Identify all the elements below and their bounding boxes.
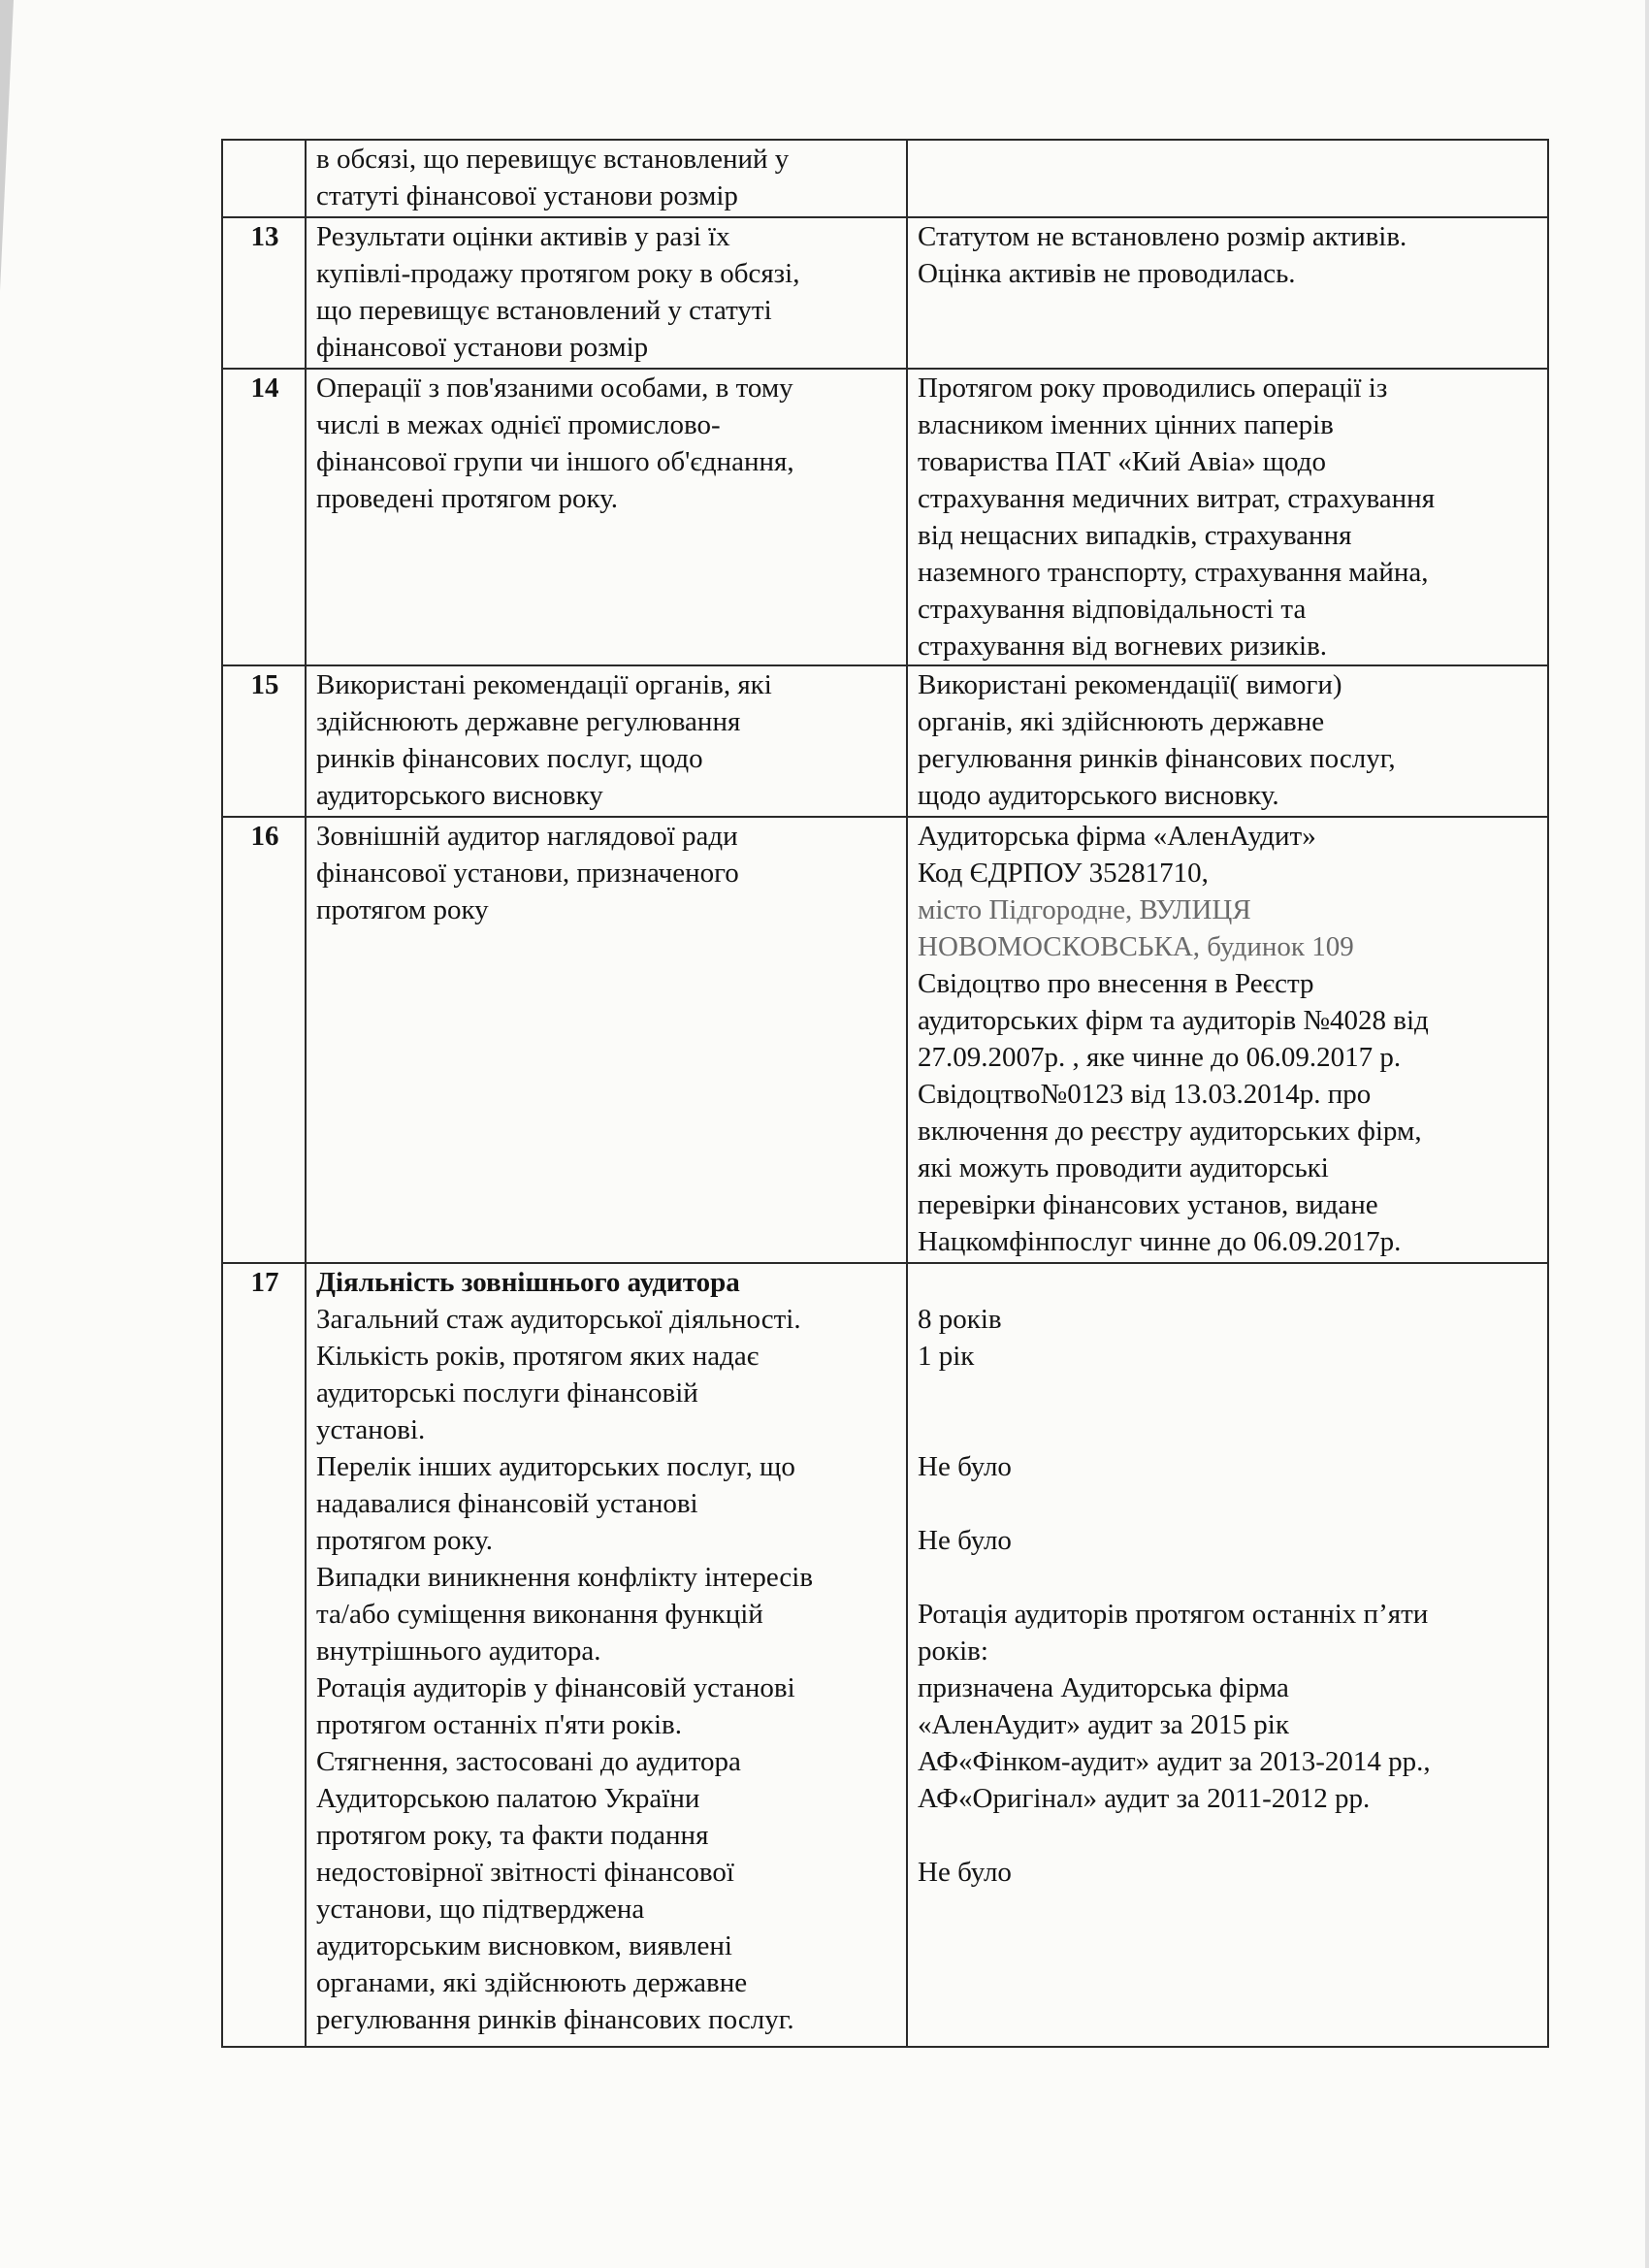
question-line: в обсязі, що перевищує встановлений у [316, 144, 790, 175]
answer-line: аудиторських фірм та аудиторів №4028 від [918, 1005, 1429, 1036]
answer-line: Не було [918, 1857, 1012, 1888]
answer-line: Оцінка активів не проводилась. [918, 258, 1296, 289]
question-line: Ротація аудиторів у фінансовій установі [316, 1672, 795, 1703]
question-line: статуті фінансової установи розмір [316, 180, 738, 211]
question-line: протягом року [316, 894, 489, 925]
answer-line: від нещасних випадків, страхування [918, 520, 1352, 551]
answer-cell [907, 665, 1548, 817]
question-line: Перелік інших аудиторських послуг, що [316, 1451, 795, 1482]
question-cell [306, 217, 907, 369]
question-line: фінансової групи чи іншого об'єднання, [316, 446, 794, 477]
row-number: 15 [222, 665, 306, 817]
answer-line: «АленАудит» аудит за 2015 рік [918, 1709, 1289, 1740]
answer-line: регулювання ринків фінансових послуг, [918, 743, 1396, 774]
question-cell [306, 1263, 907, 2047]
answer-line: АФ«Фінком-аудит» аудит за 2013-2014 рр., [918, 1746, 1431, 1777]
answer-cell [907, 217, 1548, 369]
answer-line: наземного транспорту, страхування майна, [918, 557, 1429, 588]
question-line: та/або суміщення виконання функцій [316, 1599, 763, 1630]
table-row [222, 140, 1548, 217]
answer-line: Код ЄДРПОУ 35281710, [918, 858, 1209, 889]
table-row [222, 369, 1548, 665]
row-number: 17 [222, 1263, 306, 2047]
table-row [222, 817, 1548, 1263]
answer-line: Статутом не встановлено розмір активів. [918, 221, 1407, 252]
answer-line: АФ«Оригінал» аудит за 2011-2012 рр. [918, 1783, 1371, 1814]
answer-line: Не було [918, 1451, 1012, 1482]
question-cell [306, 369, 907, 665]
question-cell [306, 665, 907, 817]
question-line: аудиторського висновку [316, 780, 603, 811]
answer-line: органів, які здійснюють державне [918, 706, 1325, 737]
question-line: Зовнішній аудитор наглядової ради [316, 821, 738, 852]
question-line: аудиторським висновком, виявлені [316, 1930, 732, 1961]
question-line: Операції з пов'язаними особами, в тому [316, 373, 793, 404]
table-row [222, 217, 1548, 369]
question-line: Стягнення, застосовані до аудитора [316, 1746, 741, 1777]
spacer [918, 1264, 1539, 1301]
question-line: недостовірної звітності фінансової [316, 1857, 734, 1888]
answer-cell [907, 1263, 1548, 2047]
question-line: органами, які здійснюють державне [316, 1967, 748, 1998]
answer-line: 27.09.2007р. , яке чинне до 06.09.2017 р. [918, 1042, 1402, 1073]
question-line: числі в межах однієї промислово- [316, 409, 721, 440]
answer-line: щодо аудиторського висновку. [918, 780, 1279, 811]
spacer [918, 1817, 1539, 1854]
question-line: регулювання ринків фінансових послуг. [316, 2004, 794, 2035]
question-line: Загальний стаж аудиторської діяльності. [316, 1304, 801, 1335]
answer-line: Використані рекомендації( вимоги) [918, 669, 1342, 700]
answer-cell [907, 817, 1548, 1263]
answer-line: призначена Аудиторська фірма [918, 1672, 1289, 1703]
table-row [222, 1263, 1548, 2047]
question-line: внутрішнього аудитора. [316, 1636, 601, 1667]
answer-line: років: [918, 1636, 988, 1667]
row-number: 14 [222, 369, 306, 665]
spacer [918, 1485, 1539, 1522]
answer-line: 8 років [918, 1304, 1002, 1335]
question-line: надавалися фінансовій установі [316, 1488, 698, 1519]
answer-line: страхування медичних витрат, страхування [918, 483, 1436, 514]
question-line: протягом року. [316, 1525, 494, 1556]
spacer [918, 1411, 1539, 1448]
audit-report-table [221, 139, 1549, 2048]
question-line: протягом останніх п'яти років. [316, 1709, 682, 1740]
question-cell [306, 140, 907, 217]
section-heading: Діяльність зовнішнього аудитора [316, 1267, 740, 1298]
answer-line: Протягом року проводились операції із [918, 373, 1388, 404]
table-row [222, 665, 1548, 817]
question-line: проведені протягом року. [316, 483, 618, 514]
answer-cell [907, 140, 1548, 217]
spacer [918, 1375, 1539, 1411]
answer-line: НОВОМОСКОВСЬКА, будинок 109 [918, 931, 1354, 962]
row-number: 16 [222, 817, 306, 1263]
question-line: фінансової установи, призначеного [316, 858, 739, 889]
scan-edge-shadow [0, 0, 14, 291]
answer-line: Свідоцтво про внесення в Реєстр [918, 968, 1314, 999]
answer-line: Аудиторська фірма «АленАудит» [918, 821, 1316, 852]
question-line: Аудиторською палатою України [316, 1783, 700, 1814]
table-body [222, 140, 1548, 2047]
question-line: установі. [316, 1414, 426, 1445]
row-number: 13 [222, 217, 306, 369]
answer-line: Свідоцтво№0123 від 13.03.2014р. про [918, 1079, 1372, 1110]
row-number [222, 140, 306, 217]
question-line: протягом року, та факти подання [316, 1820, 709, 1851]
answer-line: власником іменних цінних паперів [918, 409, 1334, 440]
question-line: установи, що підтверджена [316, 1894, 645, 1925]
answer-line: страхування відповідальності та [918, 594, 1307, 625]
answer-line: 1 рік [918, 1341, 975, 1372]
question-line: Кількість років, протягом яких надає [316, 1341, 760, 1372]
question-line: що перевищує встановлений у статуті [316, 295, 772, 326]
question-line: Використані рекомендації органів, які [316, 669, 772, 700]
question-line: Випадки виникнення конфлікту інтересів [316, 1562, 814, 1593]
answer-line: місто Підгородне, ВУЛИЦЯ [918, 894, 1251, 925]
question-cell [306, 817, 907, 1263]
question-line: здійснюють державне регулювання [316, 706, 741, 737]
answer-line: Ротація аудиторів протягом останніх п’яти [918, 1599, 1429, 1630]
answer-line: які можуть проводити аудиторські [918, 1152, 1329, 1183]
answer-line: страхування від вогневих ризиків. [918, 631, 1328, 662]
spacer [918, 1559, 1539, 1596]
scan-right-edge [1645, 0, 1649, 2268]
question-line: ринків фінансових послуг, щодо [316, 743, 703, 774]
answer-line: Нацкомфінпослуг чинне до 06.09.2017р. [918, 1226, 1402, 1257]
answer-line: товариства ПАТ «Кий Авіа» щодо [918, 446, 1326, 477]
question-line: аудиторські послуги фінансовій [316, 1377, 698, 1409]
answer-cell [907, 369, 1548, 665]
question-line: Результати оцінки активів у разі їх [316, 221, 730, 252]
question-line: купівлі-продажу протягом року в обсязі, [316, 258, 800, 289]
answer-line: Не було [918, 1525, 1012, 1556]
answer-line: перевірки фінансових установ, видане [918, 1189, 1378, 1220]
question-line: фінансової установи розмір [316, 332, 649, 363]
answer-line: включення до реєстру аудиторських фірм, [918, 1116, 1422, 1147]
